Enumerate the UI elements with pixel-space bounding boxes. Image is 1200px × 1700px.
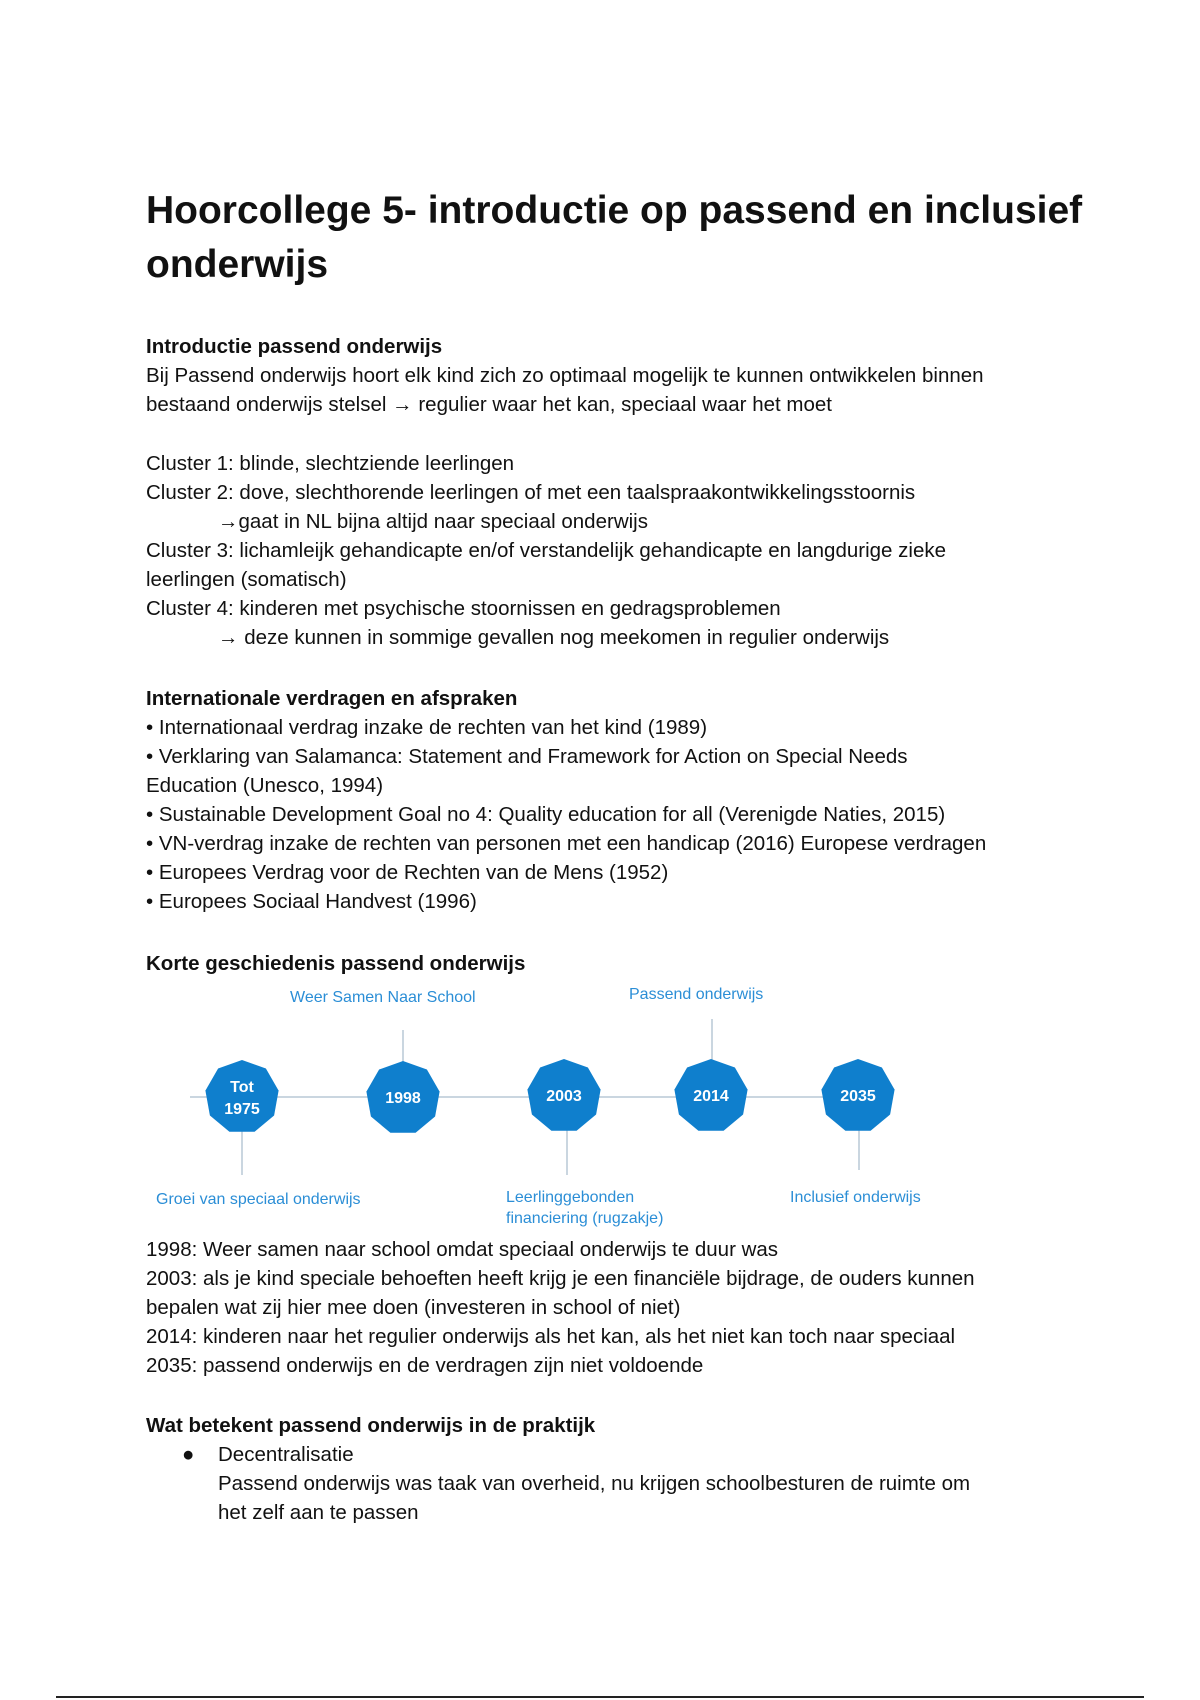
cluster-4-note: → deze kunnen in sommige gevallen nog meekomen in regulier onderwijs	[218, 626, 890, 649]
treaty-line: • VN-verdrag inzake de rechten van personen met een handicap (2016) Europese verdragen	[146, 832, 987, 855]
section-history	[146, 949, 1086, 978]
section-practice	[146, 1411, 1086, 1527]
cluster-list	[146, 449, 1086, 652]
timeline-label-2003-line2: financiering (rugzakje)	[506, 1210, 664, 1227]
section-heading-practice: Wat betekent passend onderwijs in de praktijk	[146, 1414, 596, 1437]
treaty-line: • Verklaring van Salamanca: Statement and Framework for Action on Special Needs	[146, 745, 908, 768]
history-notes	[146, 1235, 1086, 1380]
section-heading-international: Internationale verdragen en afspraken	[146, 687, 518, 710]
history-line: 2014: kinderen naar het regulier onderwijs als het kan, als het niet kan toch naar speciaal	[146, 1325, 956, 1348]
cluster-3: Cluster 3: lichamleijk gehandicapte en/of verstandelijk gehandicapte en langdurige zieke	[146, 539, 947, 562]
treaty-line: • Internationaal verdrag inzake de rechten van het kind (1989)	[146, 716, 708, 739]
timeline-year-1975-line1: Tot	[230, 1079, 254, 1096]
treaty-line: • Europees Sociaal Handvest (1996)	[146, 890, 477, 913]
bullet-icon: ●	[182, 1443, 195, 1466]
treaty-line: • Sustainable Development Goal no 4: Quality education for all (Verenigde Naties, 2015)	[146, 803, 946, 826]
list-item	[146, 1440, 1086, 1527]
section-intro	[146, 332, 1086, 419]
paragraph-line: Bij Passend onderwijs hoort elk kind zich zo optimaal mogelijk te kunnen ontwikkelen binnen	[146, 364, 984, 387]
page-bottom-divider	[56, 1696, 1144, 1698]
bullet-text-line: het zelf aan te passen	[218, 1501, 419, 1524]
cluster-1: Cluster 1: blinde, slechtziende leerlingen	[146, 452, 515, 475]
cluster-2-note: →gaat in NL bijna altijd naar speciaal onderwijs	[218, 510, 648, 533]
timeline-label-2003-line1: Leerlinggebonden	[506, 1189, 635, 1206]
section-heading-history: Korte geschiedenis passend onderwijs	[146, 952, 526, 975]
timeline-year-1975-line2: 1975	[224, 1101, 260, 1118]
timeline-label-1998: Weer Samen Naar School	[290, 989, 476, 1006]
timeline-diagram	[146, 975, 946, 1233]
timeline-year-2035: 2035	[840, 1088, 876, 1105]
timeline-label-2035: Inclusief onderwijs	[790, 1189, 921, 1206]
paragraph-line: bestaand onderwijs stelsel → regulier waar het kan, speciaal waar het moet	[146, 393, 832, 416]
cluster-2: Cluster 2: dove, slechthorende leerlingen of met een taalspraakontwikkelingsstoornis	[146, 481, 916, 504]
history-line: bepalen wat zij hier mee doen (investeren in school of niet)	[146, 1296, 681, 1319]
treaty-line: Education (Unesco, 1994)	[146, 774, 384, 797]
treaty-line: • Europees Verdrag voor de Rechten van de Mens (1952)	[146, 861, 669, 884]
timeline-label-1975: Groei van speciaal onderwijs	[156, 1191, 361, 1208]
timeline-svg	[146, 975, 946, 1233]
history-line: 2003: als je kind speciale behoeften heeft krijg je een financiële bijdrage, de ouders kunnen	[146, 1267, 975, 1290]
cluster-3-continued: leerlingen (somatisch)	[146, 568, 347, 591]
timeline-year-2014: 2014	[693, 1088, 729, 1105]
history-line: 1998: Weer samen naar school omdat speciaal onderwijs te duur was	[146, 1238, 779, 1261]
bullet-text-line: Passend onderwijs was taak van overheid, nu krijgen schoolbesturen de ruimte om	[218, 1472, 971, 1495]
section-international	[146, 684, 1086, 916]
timeline-year-2003: 2003	[546, 1088, 582, 1105]
bullet-title: Decentralisatie	[218, 1443, 354, 1466]
practice-bullet-list	[146, 1440, 1086, 1527]
timeline-label-2014: Passend onderwijs	[629, 986, 764, 1003]
cluster-4: Cluster 4: kinderen met psychische stoornissen en gedragsproblemen	[146, 597, 781, 620]
section-heading-intro: Introductie passend onderwijs	[146, 335, 443, 358]
timeline-year-1998: 1998	[385, 1090, 421, 1107]
history-line: 2035: passend onderwijs en de verdragen zijn niet voldoende	[146, 1354, 704, 1377]
page-title: Hoorcollege 5- introductie op passend en inclusief onderwijs	[146, 189, 1083, 286]
